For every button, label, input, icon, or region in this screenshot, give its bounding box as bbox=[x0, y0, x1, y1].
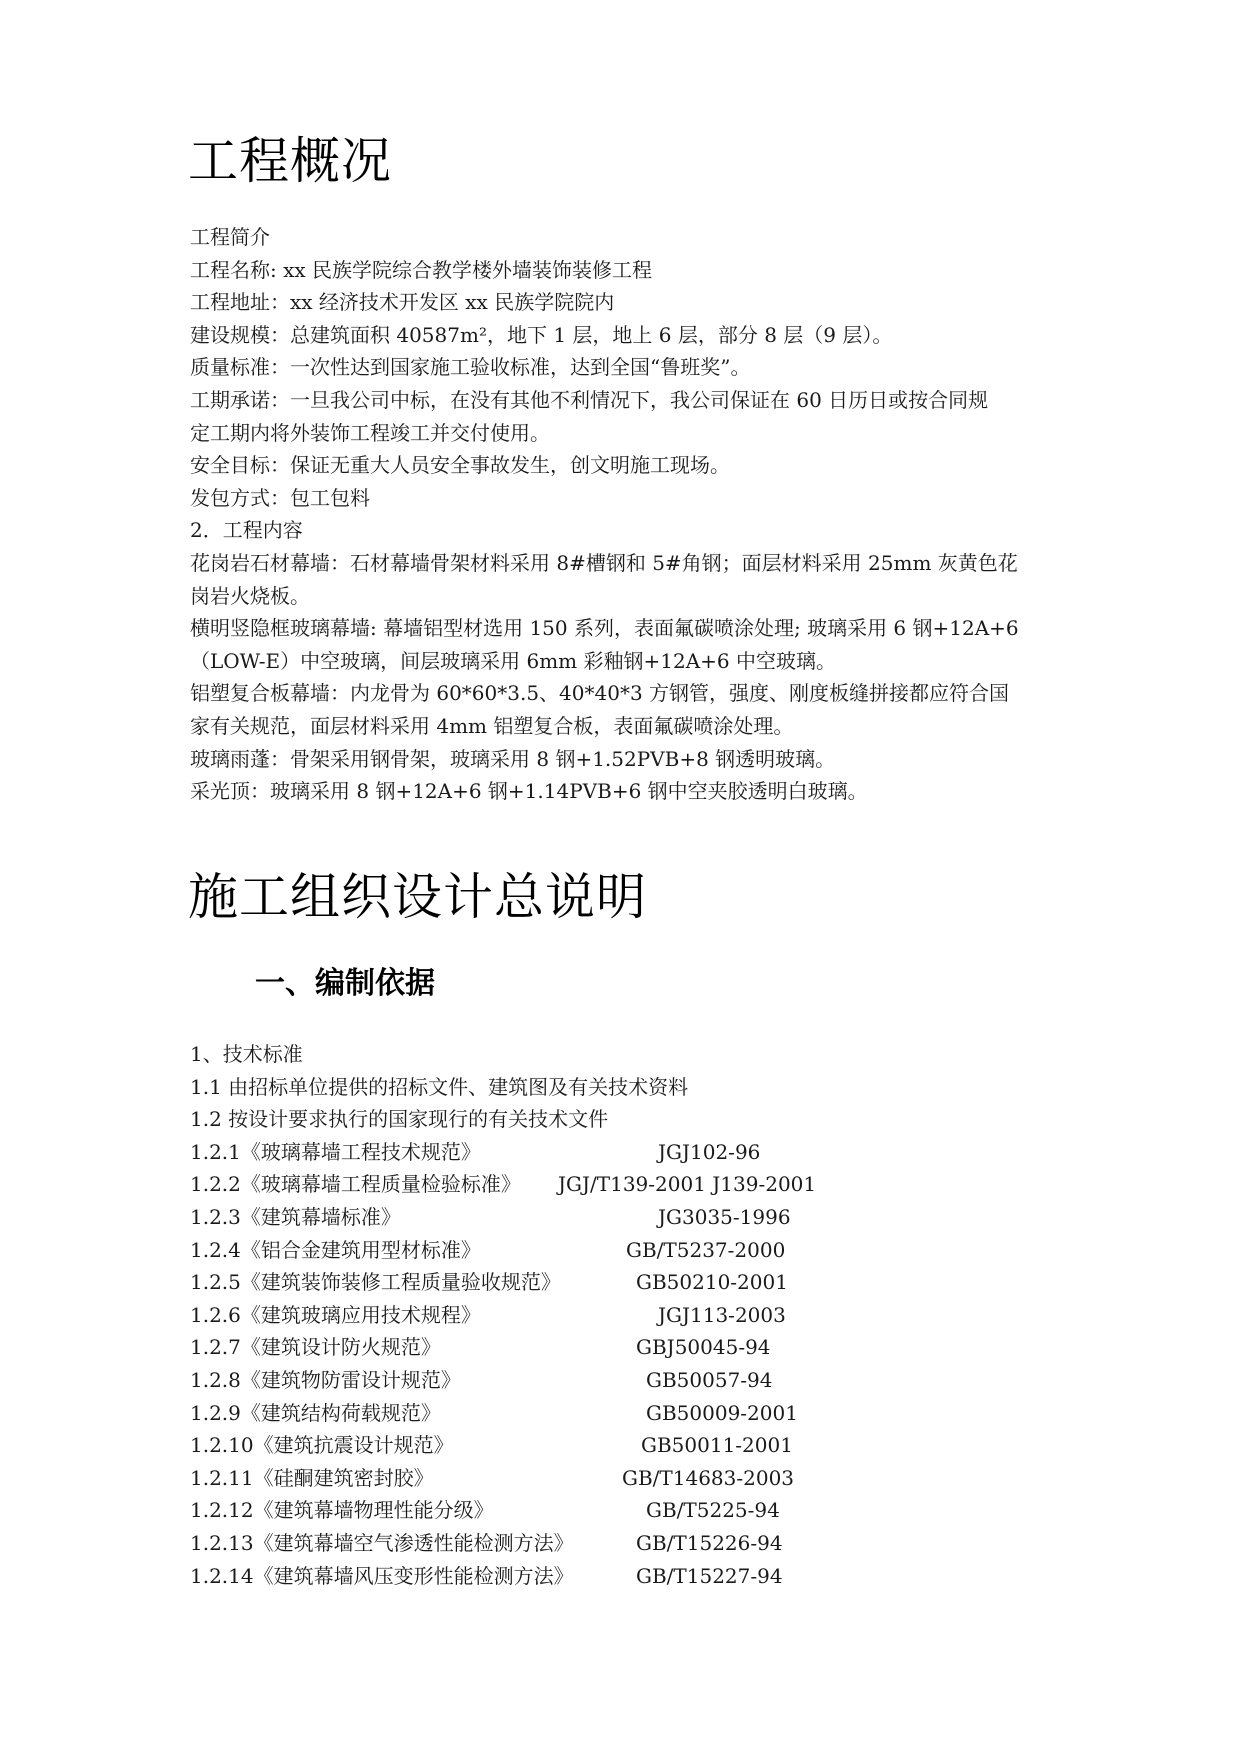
paragraph-line: 工期承诺：一旦我公司中标，在没有其他不利情况下，我公司保证在 60 日历日或按合同规 bbox=[190, 387, 989, 412]
basis-list bbox=[190, 1038, 1060, 1592]
paragraph-line: 建设规模：总建筑面积 40587m²，地下 1 层，地上 6 层，部分 8 层（9 层）。 bbox=[190, 322, 893, 347]
standard-row bbox=[190, 1201, 1060, 1234]
standard-code: GB/T15227-94 bbox=[636, 1563, 783, 1588]
standard-code: GBJ50045-94 bbox=[636, 1335, 771, 1360]
list-item: 1.1 由招标单位提供的招标文件、建筑图及有关技术资料 bbox=[190, 1074, 689, 1099]
standard-code: GB50011-2001 bbox=[641, 1433, 793, 1458]
standard-code: GB/T15226-94 bbox=[636, 1530, 783, 1555]
standard-code: GB/T14683-2003 bbox=[622, 1465, 795, 1490]
standard-code: GB50210-2001 bbox=[636, 1270, 788, 1295]
section-heading-project-overview: 工程概况 bbox=[188, 132, 392, 190]
standard-title: 1.2.7《建筑设计防火规范》 bbox=[190, 1335, 441, 1360]
standard-row bbox=[190, 1527, 1060, 1560]
standard-title: 1.2.13《建筑幕墙空气渗透性能检测方法》 bbox=[190, 1530, 574, 1555]
standard-code: JGJ102-96 bbox=[658, 1139, 761, 1164]
paragraph-line: 家有关规范，面层材料采用 4mm 铝塑复合板，表面氟碳喷涂处理。 bbox=[190, 713, 794, 738]
project-overview-body bbox=[190, 221, 1060, 808]
paragraph-line: （LOW-E）中空玻璃，间层玻璃采用 6mm 彩釉钢+12A+6 中空玻璃。 bbox=[190, 648, 836, 673]
standard-title: 1.2.10《建筑抗震设计规范》 bbox=[190, 1433, 454, 1458]
paragraph-line: 铝塑复合板幕墙：内龙骨为 60*60*3.5、40*40*3 方钢管，强度、刚度板缝拼接都应符合国 bbox=[190, 681, 1010, 706]
standard-title: 1.2.9《建筑结构荷载规范》 bbox=[190, 1400, 441, 1425]
paragraph-line: 2．工程内容 bbox=[190, 518, 303, 543]
standard-title: 1.2.8《建筑物防雷设计规范》 bbox=[190, 1367, 461, 1392]
paragraph-line: 采光顶：玻璃采用 8 钢+12A+6 钢+1.14PVB+6 钢中空夹胶透明白玻璃。 bbox=[190, 779, 868, 804]
standard-row bbox=[190, 1136, 1060, 1169]
list-item: 1.2 按设计要求执行的国家现行的有关技术文件 bbox=[190, 1107, 609, 1132]
standard-title: 1.2.1《玻璃幕墙工程技术规范》 bbox=[190, 1139, 481, 1164]
section-heading-construction-design: 施工组织设计总说明 bbox=[188, 868, 647, 926]
paragraph-line: 质量标准：一次性达到国家施工验收标准，达到全国“鲁班奖”。 bbox=[190, 355, 751, 380]
paragraph-line: 花岗岩石材幕墙：石材幕墙骨架材料采用 8#槽钢和 5#角钢；面层材料采用 25mm 灰黄色花 bbox=[190, 550, 1018, 575]
standard-code: GB/T5225-94 bbox=[646, 1498, 780, 1523]
standard-code: JGJ113-2003 bbox=[658, 1302, 786, 1327]
subsection-heading-basis: 一、编制依据 bbox=[255, 966, 435, 1001]
standard-row bbox=[190, 1168, 1060, 1201]
standard-title: 1.2.2《玻璃幕墙工程质量检验标准》 bbox=[190, 1172, 521, 1197]
standard-row bbox=[190, 1364, 1060, 1397]
paragraph-line: 工程简介 bbox=[190, 225, 270, 249]
paragraph-line: 工程地址：xx 经济技术开发区 xx 民族学院院内 bbox=[190, 290, 615, 315]
standard-row bbox=[190, 1560, 1060, 1593]
standard-row bbox=[190, 1299, 1060, 1332]
standard-title: 1.2.6《建筑玻璃应用技术规程》 bbox=[190, 1302, 481, 1327]
standard-row bbox=[190, 1494, 1060, 1527]
standard-row bbox=[190, 1429, 1060, 1462]
standard-row bbox=[190, 1331, 1060, 1364]
standard-row bbox=[190, 1397, 1060, 1430]
standard-row bbox=[190, 1266, 1060, 1299]
paragraph-line: 岗岩火烧板。 bbox=[190, 583, 310, 608]
standard-title: 1.2.5《建筑装饰装修工程质量验收规范》 bbox=[190, 1270, 561, 1295]
standard-code: GB/T5237-2000 bbox=[626, 1237, 786, 1262]
standard-title: 1.2.12《建筑幕墙物理性能分级》 bbox=[190, 1498, 494, 1523]
standard-code: GB50057-94 bbox=[646, 1367, 773, 1392]
paragraph-line: 发包方式：包工包料 bbox=[190, 485, 370, 510]
standard-code: JG3035-1996 bbox=[658, 1204, 791, 1229]
paragraph-line: 安全目标：保证无重大人员安全事故发生，创文明施工现场。 bbox=[190, 453, 730, 478]
standard-code: JGJ/T139-2001 J139-2001 bbox=[558, 1172, 817, 1197]
paragraph-line: 横明竖隐框玻璃幕墙: 幕墙铝型材选用 150 系列，表面氟碳喷涂处理; 玻璃采用 6 钢+12A+6 bbox=[190, 616, 1019, 641]
standard-row bbox=[190, 1462, 1060, 1495]
paragraph-line: 定工期内将外装饰工程竣工并交付使用。 bbox=[190, 420, 550, 445]
standard-title: 1.2.3《建筑幕墙标准》 bbox=[190, 1204, 401, 1229]
standard-title: 1.2.11《硅酮建筑密封胶》 bbox=[190, 1465, 434, 1490]
list-item: 1、技术标准 bbox=[190, 1042, 303, 1066]
standard-title: 1.2.14《建筑幕墙风压变形性能检测方法》 bbox=[190, 1563, 574, 1588]
standard-code: GB50009-2001 bbox=[646, 1400, 798, 1425]
standard-row bbox=[190, 1234, 1060, 1267]
paragraph-line: 玻璃雨蓬：骨架采用钢骨架，玻璃采用 8 钢+1.52PVB+8 钢透明玻璃。 bbox=[190, 746, 836, 771]
paragraph-line: 工程名称: xx 民族学院综合教学楼外墙装饰装修工程 bbox=[190, 257, 653, 282]
standard-title: 1.2.4《铝合金建筑用型材标准》 bbox=[190, 1237, 481, 1262]
